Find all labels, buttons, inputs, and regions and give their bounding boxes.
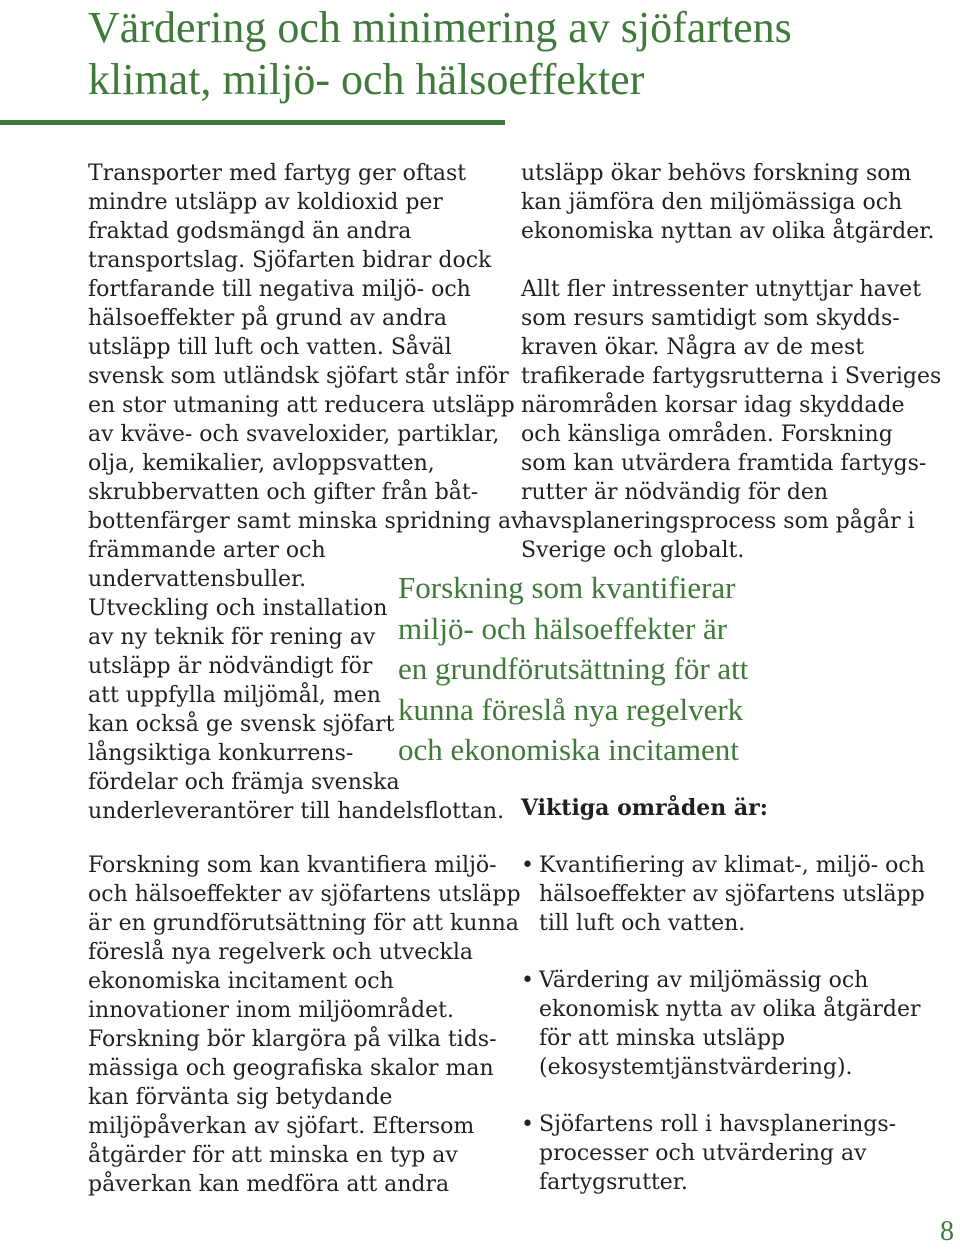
text-line: bottenfärger samt minska spridning av: [88, 509, 524, 534]
text-line: kan jämföra den miljömässiga och: [521, 190, 903, 215]
text-line: ekonomiska incitament och: [88, 969, 394, 994]
text-line: fördelar och främja svenska: [88, 770, 400, 795]
bullet-icon: •: [521, 968, 534, 993]
text-line: långsiktiga konkurrens-: [88, 741, 354, 766]
text-line: kan också ge svensk sjöfart: [88, 712, 395, 737]
text-line: Allt fler intressenter utnyttjar havet: [521, 277, 922, 302]
text-line: som kan utvärdera framtida fartygs-: [521, 451, 927, 476]
pull-quote: [398, 568, 808, 771]
text-line: är en grundförutsättning för att kunna: [88, 911, 519, 936]
right-paragraph-2: [521, 275, 951, 565]
text-line: olja, kemikalier, avloppsvatten,: [88, 451, 435, 476]
text-line: fartygsrutter.: [539, 1170, 688, 1195]
text-line: ekonomiska nyttan av olika åtgärder.: [521, 219, 935, 244]
text-line: Transporter med fartyg ger oftast: [88, 161, 467, 186]
text-line: innovationer inom miljöområdet.: [88, 998, 454, 1023]
text-line: trafikerade fartygsrutterna i Sveriges: [521, 364, 942, 389]
right-paragraph-1: [521, 159, 951, 246]
text-line: Värdering av miljömässig och: [539, 968, 869, 993]
bullet-text: [539, 1110, 896, 1197]
left-paragraph-2: [88, 851, 521, 1199]
text-line: utsläpp till luft och vatten. Såväl: [88, 335, 452, 360]
text-line: hälsoeffekter på grund av andra: [88, 306, 447, 331]
page-title: [88, 2, 948, 106]
text-line: miljöpåverkan av sjöfart. Eftersom: [88, 1114, 475, 1139]
title-underline-rule: [0, 120, 505, 125]
text-line: skrubbervatten och gifter från båt-: [88, 480, 479, 505]
pull-quote-line: och ekonomiska incitament: [398, 732, 739, 767]
page-number: 8: [940, 1216, 954, 1247]
bullet-text: [539, 966, 921, 1082]
text-line: Utveckling och installation: [88, 596, 388, 621]
text-line: av kväve- och svaveloxider, partiklar,: [88, 422, 500, 447]
text-line: ekonomisk nytta av olika åtgärder: [539, 997, 921, 1022]
text-line: av ny teknik för rening av: [88, 625, 376, 650]
text-line: en stor utmaning att reducera utsläpp: [88, 393, 515, 418]
pull-quote-line: miljö- och hälsoeffekter är: [398, 610, 728, 646]
text-line: Sverige och globalt.: [521, 538, 745, 563]
text-line: mässiga och geografiska skalor man: [88, 1056, 494, 1081]
text-line: Kvantifiering av klimat-, miljö- och: [539, 853, 925, 878]
text-line: och känsliga områden. Forskning: [521, 422, 893, 447]
text-line: kan förvänta sig betydande: [88, 1085, 393, 1110]
text-line: kraven ökar. Några av de mest: [521, 335, 865, 360]
text-line: föreslå nya regelverk och utveckla: [88, 940, 474, 965]
text-line: havsplaneringsprocess som pågår i: [521, 509, 915, 534]
text-line: hälsoeffekter av sjöfartens utsläpp: [539, 882, 925, 907]
bullet-text: [539, 851, 925, 938]
text-line: fraktad godsmängd än andra: [88, 219, 412, 244]
pull-quote-line: Forskning som kvantifierar: [398, 570, 736, 605]
pull-quote-line: en grundförutsättning för att: [398, 651, 749, 686]
text-line: för att minska utsläpp: [539, 1026, 786, 1051]
text-line: rutter är nödvändig för den: [521, 480, 829, 505]
title-line-1: Värdering och minimering av sjöfartens: [88, 3, 792, 52]
text-line: utsläpp ökar behövs forskning som: [521, 161, 912, 186]
bullet-icon: •: [521, 853, 534, 878]
text-line: processer och utvärdering av: [539, 1141, 867, 1166]
section-heading: Viktiga områden är:: [521, 795, 768, 821]
text-line: som resurs samtidigt som skydds-: [521, 306, 900, 331]
text-line: Forskning som kan kvantifiera miljö-: [88, 853, 497, 878]
text-line: utsläpp är nödvändigt för: [88, 654, 373, 679]
text-line: till luft och vatten.: [539, 911, 746, 936]
title-line-2: klimat, miljö- och hälsoeffekter: [88, 55, 645, 104]
text-line: och hälsoeffekter av sjöfartens utsläpp: [88, 882, 521, 907]
text-line: Forskning bör klargöra på vilka tids-: [88, 1027, 497, 1052]
text-line: mindre utsläpp av koldioxid per: [88, 190, 443, 215]
text-line: svensk som utländsk sjöfart står inför: [88, 364, 509, 389]
text-line: underleverantörer till handelsflottan.: [88, 799, 505, 824]
text-line: närområden korsar idag skyddade: [521, 393, 905, 418]
text-line: undervattensbuller.: [88, 567, 307, 592]
text-line: åtgärder för att minska en typ av: [88, 1143, 458, 1168]
text-line: (ekosystemtjänstvärdering).: [539, 1055, 853, 1080]
text-line: transportslag. Sjöfarten bidrar dock: [88, 248, 492, 273]
text-line: fortfarande till negativa miljö- och: [88, 277, 471, 302]
text-line: främmande arter och: [88, 538, 326, 563]
pull-quote-line: kunna föreslå nya regelverk: [398, 691, 744, 727]
text-line: påverkan kan medföra att andra: [88, 1172, 450, 1197]
bullet-icon: •: [521, 1112, 534, 1137]
text-line: Sjöfartens roll i havsplanerings-: [539, 1112, 897, 1137]
text-line: att uppfylla miljömål, men: [88, 683, 381, 708]
